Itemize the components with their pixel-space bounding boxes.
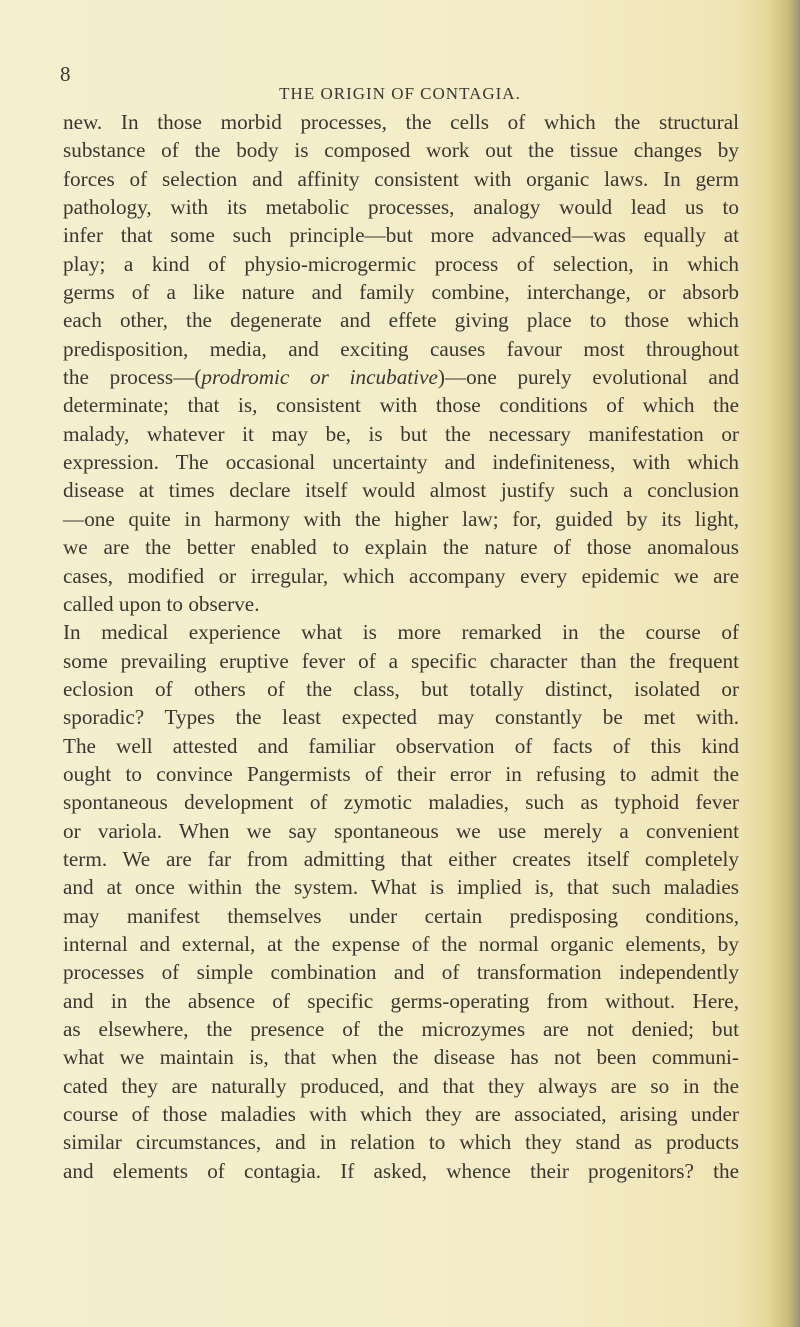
text-line: In medical experience what is more remarked in the course of: [63, 620, 739, 645]
text-line: —one quite in harmony with the higher law; for, guided by its light,: [63, 506, 739, 531]
text-line: course of those maladies with which they are associated, arising under: [63, 1102, 739, 1127]
text-line: and at once within the system. What is implied is, that such maladies: [63, 875, 739, 900]
text-line: processes of simple combination and of transformation independently: [63, 960, 739, 985]
text-line: some prevailing eruptive fever of a specific character than the frequent: [63, 648, 739, 673]
text-line: similar circumstances, and in relation to which they stand as products: [63, 1130, 739, 1155]
text-line: the process—(prodromic or incubative)—one purely evolutional and: [63, 365, 739, 390]
text-line: play; a kind of physio-microgermic process of selection, in which: [63, 251, 739, 276]
text-line: internal and external, at the expense of the normal organic elements, by: [63, 931, 739, 956]
running-header: THE ORIGIN OF CONTAGIA.: [279, 84, 521, 103]
text-line: expression. The occasional uncertainty and indefiniteness, with which: [63, 450, 739, 475]
text-line: ought to convince Pangermists of their error in refusing to admit the: [63, 761, 739, 786]
text-line: sporadic? Types the least expected may constantly be met with.: [63, 705, 739, 730]
text-line: each other, the degenerate and effete giving place to those which: [63, 308, 739, 333]
text-line: cases, modified or irregular, which accompany every epidemic we are: [63, 563, 739, 588]
text-line: determinate; that is, consistent with those conditions of which the: [63, 393, 739, 418]
text-line: substance of the body is composed work out the tissue changes by: [63, 138, 739, 163]
page-number: 8: [60, 62, 71, 86]
text-line: germs of a like nature and family combine, interchange, or absorb: [63, 280, 739, 305]
text-line: cated they are naturally produced, and that they always are so in the: [63, 1073, 739, 1098]
text-line: forces of selection and affinity consistent with organic laws. In germ: [63, 166, 739, 191]
text-line: eclosion of others of the class, but totally distinct, isolated or: [63, 676, 739, 701]
text-line: predisposition, media, and exciting causes favour most throughout: [63, 336, 739, 361]
text-line: spontaneous development of zymotic maladies, such as typhoid fever: [63, 790, 739, 815]
text-line: may manifest themselves under certain predisposing conditions,: [63, 903, 739, 928]
text-line: called upon to observe.: [63, 591, 260, 616]
text-line: what we maintain is, that when the disease has not been communi-: [63, 1045, 739, 1070]
text-line: malady, whatever it may be, is but the necessary manifestation or: [63, 421, 739, 446]
text-line: and elements of contagia. If asked, whence their progenitors? the: [63, 1158, 739, 1183]
text-line: and in the absence of specific germs-operating from without. Here,: [63, 988, 739, 1013]
text-line: pathology, with its metabolic processes, analogy would lead us to: [63, 195, 739, 220]
text-line: disease at times declare itself would almost justify such a conclusion: [63, 478, 739, 503]
text-line: term. We are far from admitting that either creates itself completely: [63, 846, 739, 871]
text-line: or variola. When we say spontaneous we use merely a convenient: [63, 818, 739, 843]
text-line: new. In those morbid processes, the cells of which the structural: [63, 110, 739, 134]
text-line: as elsewhere, the presence of the microzymes are not denied; but: [63, 1017, 739, 1041]
text-line: The well attested and familiar observation of facts of this kind: [63, 733, 739, 758]
body-text: [63, 108, 739, 1185]
text-line: infer that some such principle—but more advanced—was equally at: [63, 223, 739, 248]
text-line: we are the better enabled to explain the nature of those anomalous: [63, 535, 739, 560]
